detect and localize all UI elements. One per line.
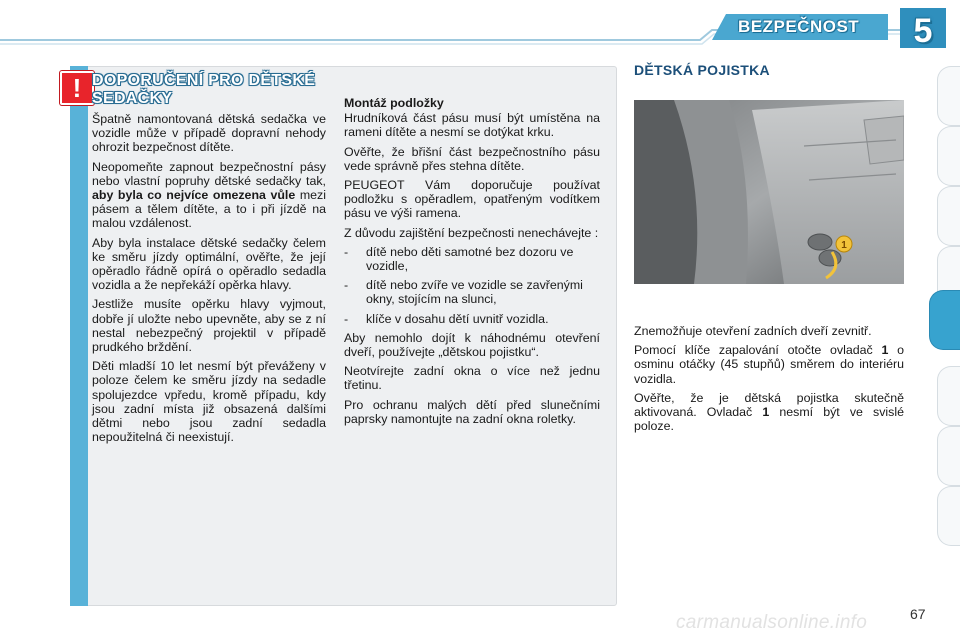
child-lock-title: DĚTSKÁ POJISTKA	[634, 62, 770, 78]
chapter-tab[interactable]	[937, 366, 960, 426]
paragraph: Pomocí klíče zapalování otočte ovladač 1 o osminu otáčky (45 stupňů) směrem do interiéru vozidla.	[634, 343, 905, 386]
chapter-tab[interactable]	[937, 66, 960, 126]
chapter-tab[interactable]	[937, 126, 960, 186]
list-item: - dítě nebo děti samotné bez dozoru ve vozidle,	[344, 244, 574, 274]
paragraph: Neopomeňte zapnout bezpečnostní pásy nebo vlastní popruhy dětské sedačky tak, aby byla co nejvíce omezena vůle mezi pásem a tělem dítěte, a to i při jízdě na malou vzdálenost.	[92, 159, 326, 231]
paragraph: Aby byla instalace dětské sedačky čelem ke směru jízdy optimální, ověřte, že její opěradlo řádně opírá o opěradlo sedadla vozidla a že nepřekáží opěrka hlavy.	[92, 235, 326, 293]
paragraph: Jestliže musíte opěrku hlavy vyjmout, dobře jí uložte nebo upevněte, aby se z ní nestal nebezpečný projektil v případě prudkého brždění.	[92, 297, 326, 355]
page-number: 67	[910, 606, 926, 622]
list-item: - dítě nebo zvíře ve vozidle se zavřenými okny, stojícím na slunci,	[344, 278, 583, 307]
chapter-tabs	[932, 66, 960, 576]
child-lock-photo	[634, 100, 904, 284]
photo-callout-label: 1	[841, 240, 847, 251]
paragraph: PEUGEOT Vám doporučuje používat podložku s opěradlem, opatřeným vodítkem pásu ve výši ramena.	[344, 178, 600, 221]
chapter-tab[interactable]	[937, 186, 960, 246]
paragraph: Ověřte, že je dětská pojistka skutečně aktivovaná. Ovladač 1 nesmí být ve svislé poloze.	[634, 390, 904, 434]
paragraph: Znemožňuje otevření zadních dveří zevnitř.	[634, 324, 872, 338]
chapter-tab-active[interactable]	[929, 290, 960, 350]
child-lock-text	[634, 324, 904, 438]
section-title: BEZPEČNOST	[738, 17, 860, 36]
warning-middle-column	[344, 96, 600, 431]
paragraph: Aby nemohlo dojít k náhodnému otevření dveří, používejte „dětskou pojistku“.	[344, 330, 600, 360]
paragraph: Neotvírejte zadní okna o více než jednu třetinu.	[344, 364, 600, 393]
paragraph: Ověřte, že břišní část bezpečnostního pásu vede správně přes stehna dítěte.	[344, 144, 600, 173]
chapter-tab[interactable]	[937, 426, 960, 486]
paragraph: Z důvodu zajištění bezpečnosti nenechávejte :	[344, 225, 599, 240]
warning-title-line: DOPORUČENÍ PRO DĚTSKÉ	[92, 72, 316, 89]
paragraph: Pro ochranu malých dětí před slunečními paprsky namontujte na zadní okna roletky.	[344, 397, 600, 426]
chapter-number: 5	[913, 12, 933, 50]
paragraph: Hrudníková část pásu musí být umístěna na rameni dítěte a nesmí se dotýkat krku.	[344, 111, 600, 140]
warning-title-line: SEDAČKY	[92, 90, 173, 107]
paragraph: Děti mladší 10 let nesmí být převáženy v poloze čelem ke směru jízdy na sedadle spolujezdce vpředu, kromě případu, kdy jsou zadní místa již obsazená dalšími dětmi nebo jsou zadní sedadla nepoužitelná či neexistují.	[92, 359, 326, 445]
chapter-tab[interactable]	[937, 486, 960, 546]
warning-title	[92, 72, 352, 108]
warning-panel-strip	[70, 66, 88, 606]
warning-left-column	[92, 112, 326, 449]
warning-exclamation-icon: !	[60, 71, 94, 105]
watermark: carmanualsonline.info	[676, 612, 868, 633]
list-item: - klíče v dosahu dětí uvnitř vozidla.	[344, 311, 549, 326]
subheading: Montáž podložky	[344, 96, 444, 110]
paragraph: Špatně namontovaná dětská sedačka ve vozidle může v případě dopravní nehody ohrozit bezpečnost dítěte.	[92, 112, 326, 155]
